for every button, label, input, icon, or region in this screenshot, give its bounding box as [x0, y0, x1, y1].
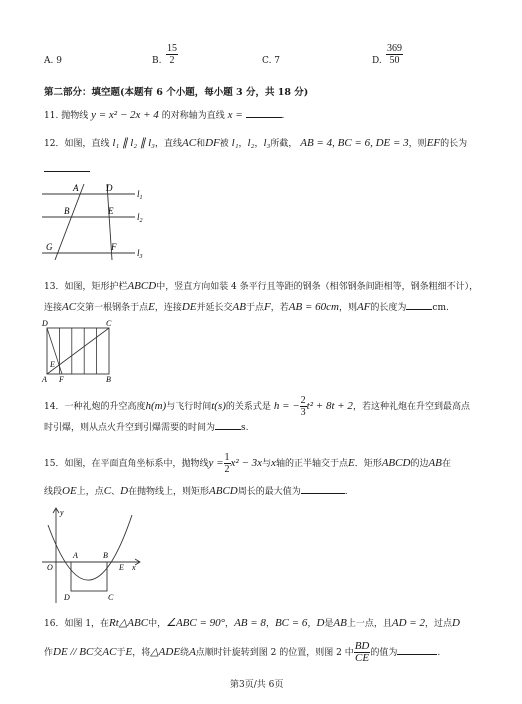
q15-text-2: 与	[262, 459, 272, 469]
q15-text-11: 周长的最大值为	[237, 487, 301, 497]
q14-text-4: ，若这种礼炮在升空到最高点	[352, 402, 470, 412]
q11-formula: y = x² − 2x + 4	[91, 109, 159, 121]
q13-text-6: 并延长交	[196, 303, 233, 313]
line-ac	[55, 184, 84, 260]
q13-af: AF	[356, 301, 371, 313]
q12-comma-2: ，	[254, 139, 264, 149]
q12-comma-1: ，	[238, 139, 248, 149]
q15-ab: AB	[428, 457, 442, 469]
q13-ab: AB	[232, 301, 246, 313]
q14-h: h(m)	[145, 400, 167, 412]
q13-abcd: ABCD	[127, 280, 157, 292]
page-footer: 第3页/共 6页	[230, 680, 284, 690]
q15-fraction	[224, 452, 231, 475]
q15-text-7: 线段	[44, 487, 63, 497]
q16-text-3: ，	[225, 619, 235, 629]
q14-unit: s.	[241, 423, 249, 433]
q14-text-3: 的关系式是	[225, 402, 271, 412]
q11-answer-blank[interactable]	[246, 117, 282, 118]
option-c: C. 7	[262, 56, 281, 66]
q12-condition: AB = 4, BC = 6, DE = 3	[300, 137, 409, 149]
q14-text-5: 时引爆，则从点火升空到引爆需要的时间为	[44, 423, 216, 433]
q15-frac-den: 2	[224, 464, 230, 475]
label-a: A	[42, 375, 47, 384]
q15-c: C	[103, 485, 112, 497]
q15-frac-num: 1	[224, 452, 230, 463]
q11-text-before: 抛物线	[61, 111, 89, 121]
q16-text-14: 点顺时针旋转到图 2 的位置，则图 2 中	[195, 648, 354, 658]
label-c: C	[108, 593, 114, 602]
q11-text-after: 的对称轴为直线	[161, 111, 225, 121]
q16-angle: ∠ABC = 90°	[166, 617, 226, 629]
q15-text-5: 的边	[410, 459, 429, 469]
q16-fraction	[354, 641, 371, 664]
q16-d-2: D	[452, 617, 460, 629]
q15-abcd: ABCD	[381, 457, 411, 469]
question-13-line-2	[44, 301, 449, 314]
q16-de: DE // BC	[53, 646, 94, 658]
q16-frac-num: BD	[354, 640, 370, 652]
q16-text-15: 的值为	[370, 648, 398, 658]
q13-text-4: 交第一根钢条于点	[76, 303, 149, 313]
q16-d: D	[316, 617, 325, 629]
q15-formula-a: y =	[208, 457, 224, 469]
question-11	[44, 109, 284, 122]
q15-text-1: 15．如图，在平面直角坐标系中，抛物线	[44, 459, 209, 469]
question-14-line-2	[44, 422, 249, 434]
q13-text-3: 连接	[44, 303, 63, 313]
q12-answer-blank[interactable]	[44, 162, 90, 172]
q16-ade: △ADE	[150, 646, 181, 658]
q15-text-10: 在抛物线上，则矩形	[128, 487, 210, 497]
question-16-line-2	[44, 641, 440, 664]
label-x: x	[132, 563, 136, 572]
q16-text-5: ，	[307, 619, 317, 629]
q13-condition: AB = 60cm	[288, 301, 339, 313]
label-d: D	[42, 319, 48, 328]
question-15-line-2	[44, 485, 348, 498]
q16-text-7: 上一点，且	[346, 619, 392, 629]
q12-text-1: 12．如图，直线	[44, 139, 110, 149]
q13-text-5: ，连接	[154, 303, 182, 313]
label-e: E	[119, 563, 124, 572]
label-l1: $l_1$	[137, 189, 143, 201]
q13-de: DE	[181, 301, 197, 313]
q13-f: F	[264, 301, 271, 313]
q14-formula-a: h = −	[273, 400, 300, 412]
q16-text-8: ，过点	[424, 619, 452, 629]
label-d: D	[64, 593, 70, 602]
q16-ad: AD = 2	[391, 617, 425, 629]
q15-answer-blank[interactable]	[301, 493, 345, 494]
q13-text-7: 于点	[245, 303, 264, 313]
q16-text-13: 绕	[180, 648, 190, 658]
q16-text-11: 于	[116, 648, 126, 658]
q11-end: .	[281, 111, 285, 121]
q16-text-4: ，	[265, 619, 275, 629]
q16-text-1: 16．如图 1，在	[44, 619, 110, 629]
figure-q12	[40, 180, 150, 260]
q12-text-4: 所截，	[270, 139, 298, 149]
q14-text-1: 14．一种礼炮的升空高度	[44, 402, 146, 412]
option-d-prefix: D.	[372, 56, 382, 66]
label-a: A	[73, 183, 79, 193]
label-y: y	[60, 508, 64, 517]
q15-oe: OE	[62, 485, 77, 497]
q13-text-8: ，若	[270, 303, 289, 313]
q12-parallel-lines: l₁ ∥ l₂ ∥ l₃	[112, 137, 155, 149]
label-b: B	[106, 375, 111, 384]
q16-text-12: ，将	[132, 648, 151, 658]
figure-q15	[40, 505, 150, 605]
q15-e: E	[347, 457, 355, 469]
q14-frac-num: 2	[300, 395, 306, 406]
q13-text-1: 13．如图，矩形护栏	[44, 282, 128, 292]
q14-fraction	[300, 395, 307, 418]
question-13-line-1	[44, 280, 478, 293]
q15-text-6: 在	[441, 459, 451, 469]
question-12	[44, 137, 467, 150]
q16-text-9: 作	[44, 648, 54, 658]
q16-ab-2: AB	[333, 617, 347, 629]
label-b: B	[64, 206, 70, 216]
q16-text-6: 是	[324, 619, 334, 629]
q12-text-2: ，直线	[154, 139, 182, 149]
q13-text-2: 中，竖直方向如装 4 条平行且等距的钢条（相邻钢条间距相等，钢条粗细不计），	[156, 282, 479, 292]
q15-x: x	[271, 457, 276, 469]
q13-text-9: ，则	[338, 303, 357, 313]
q12-text-6: 的长为	[440, 139, 468, 149]
q16-text-10: 交	[93, 648, 103, 658]
q14-formula-b: t² + 8t + 2	[306, 400, 353, 412]
q12-line-ac: AC	[182, 137, 197, 149]
option-d-fraction	[386, 43, 403, 66]
q16-ab: AB = 8	[234, 617, 266, 629]
q15-text-3: 轴的正半轴交于点	[275, 459, 348, 469]
option-d-numerator: 369	[387, 43, 402, 54]
q13-ac: AC	[62, 301, 77, 313]
q14-t: t(s)	[211, 400, 226, 412]
option-b-denominator: 2	[169, 55, 175, 66]
q15-d: D	[120, 485, 129, 497]
q13-answer-blank[interactable]	[406, 309, 432, 310]
q13-text-10: 的长度为	[370, 303, 407, 313]
label-d: D	[106, 183, 113, 193]
option-a: A. 9	[44, 56, 62, 66]
q16-end: .	[437, 648, 441, 658]
q14-text-2: 与飞行时间	[166, 402, 212, 412]
q13-e: E	[148, 301, 155, 313]
q15-text-8: 上，点	[76, 487, 104, 497]
option-b-fraction	[166, 43, 178, 66]
label-f: F	[111, 242, 117, 252]
q15-text-4: ．矩形	[354, 459, 382, 469]
section-header: 第二部分：填空题(本题有 6 个小题，每小题 3 分，共 18 分)	[44, 87, 309, 98]
q11-var: x =	[227, 109, 243, 121]
q11-number: 11.	[44, 111, 59, 121]
diag-ac	[47, 328, 109, 374]
q12-text-5: ，则	[408, 139, 427, 149]
option-b-prefix: B.	[152, 56, 162, 66]
label-e: E	[50, 360, 55, 369]
q16-e: E	[125, 646, 133, 658]
q12-segment-ef: EF	[426, 137, 441, 149]
q12-line-df: DF	[205, 137, 220, 149]
question-14-line-1	[44, 395, 470, 418]
q14-answer-blank[interactable]	[215, 429, 241, 430]
label-f: F	[59, 375, 64, 384]
q16-bc: BC = 6	[274, 617, 308, 629]
q16-a: A	[189, 646, 196, 658]
q16-rt: Rt△ABC	[109, 617, 149, 629]
label-c: C	[106, 319, 112, 328]
q16-ac: AC	[102, 646, 117, 658]
q15-abcd-2: ABCD	[209, 485, 238, 497]
q15-text-9: 、	[111, 487, 121, 497]
question-16-line-1	[44, 617, 460, 630]
label-b: B	[103, 551, 108, 560]
figure-q13	[40, 318, 120, 388]
q12-l1: l₁	[231, 137, 239, 149]
option-d-denominator: 50	[389, 55, 400, 66]
option-b-numerator: 15	[167, 43, 177, 54]
q16-answer-blank[interactable]	[397, 654, 437, 655]
label-a: A	[73, 551, 78, 560]
label-g: G	[46, 242, 53, 252]
label-l3: $l_3$	[137, 248, 143, 260]
q12-l2: l₂	[247, 137, 255, 149]
label-e: E	[108, 206, 114, 216]
q15-end: .	[344, 487, 348, 497]
q13-unit: cm.	[432, 303, 449, 313]
rect-abcd	[71, 562, 107, 591]
q12-text-3: 被	[219, 139, 229, 149]
question-15-line-1	[44, 452, 451, 475]
label-l2: $l_2$	[137, 212, 143, 224]
q14-frac-den: 3	[300, 407, 306, 418]
q12-l3: l₃	[263, 137, 271, 149]
q16-frac-den: CE	[355, 652, 370, 664]
label-o: O	[47, 563, 53, 572]
q16-text-2: 中，	[148, 619, 167, 629]
q15-formula-b: x² − 3x	[230, 457, 263, 469]
q12-text-and: 和	[196, 139, 206, 149]
